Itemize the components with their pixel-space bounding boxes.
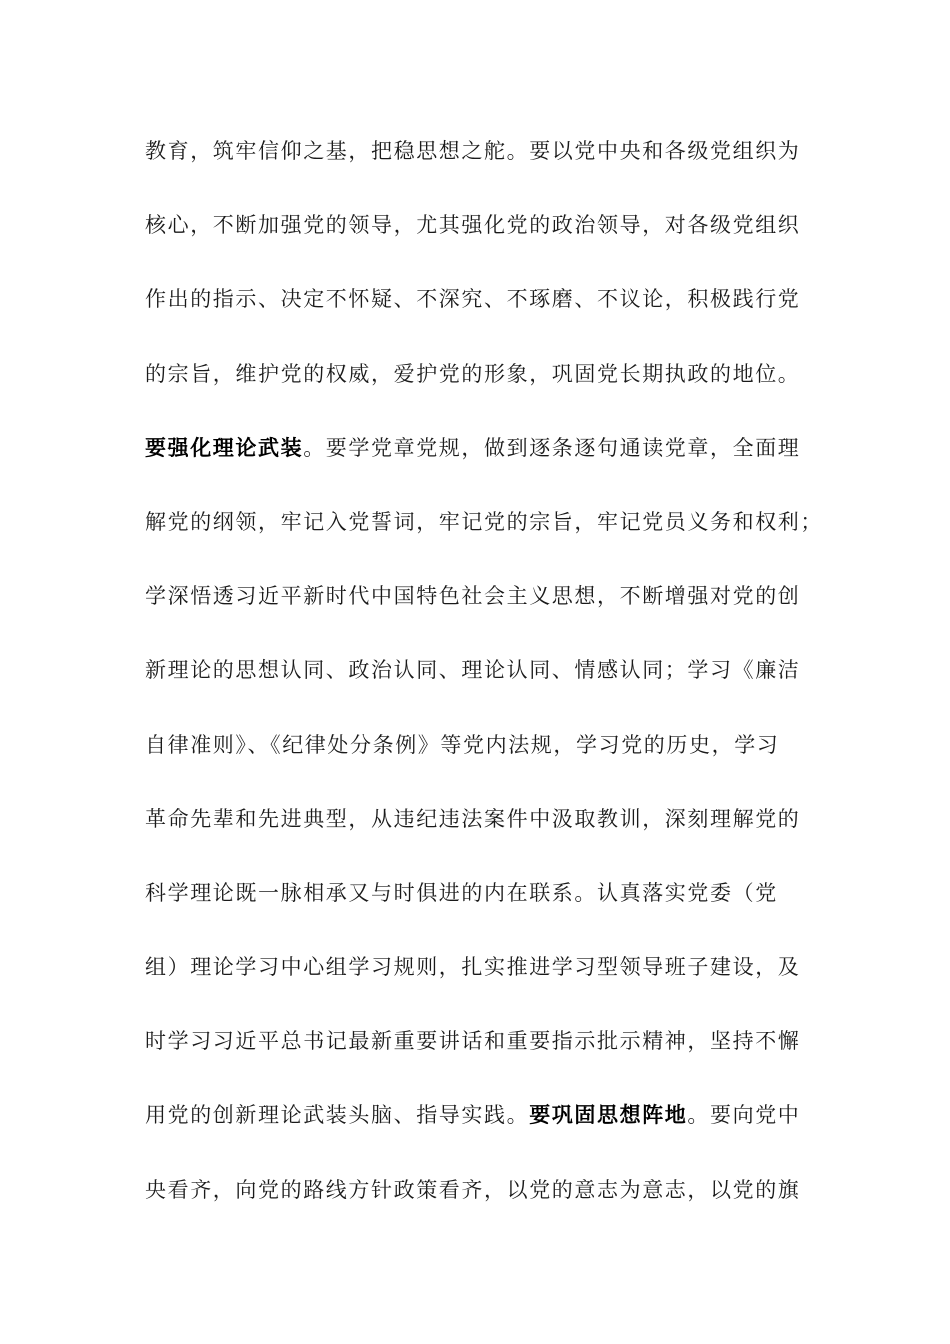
body-text-segment: 作出的指示、决定不怀疑、不深究、不琢磨、不议论，积极践行党 xyxy=(145,287,801,312)
text-line xyxy=(145,944,815,1018)
text-line xyxy=(145,128,815,202)
body-text xyxy=(145,128,823,1241)
body-text-segment: 用党的创新理论武装头脑、指导实践。 xyxy=(145,1103,530,1128)
text-line xyxy=(145,870,815,944)
body-text-segment: 自律准则》、《纪律处分条例》等党内法规，学习党的历史，学习 xyxy=(145,732,780,757)
bold-heading-text: 要巩固思想阵地 xyxy=(529,1102,688,1128)
body-text-segment: 组）理论学习中心组学习规则，扎实推进学习型领导班子建设，及 xyxy=(145,955,801,980)
text-line xyxy=(145,202,815,276)
text-line xyxy=(145,722,815,796)
bold-heading-text: 要强化理论武装 xyxy=(145,434,304,460)
text-line xyxy=(145,1167,815,1241)
text-line xyxy=(145,573,815,647)
body-text-segment: 的宗旨，维护党的权威，爱护党的形象，巩固党长期执政的地位。 xyxy=(145,361,801,386)
body-text-segment: 时学习习近平总书记最新重要讲话和重要指示批示精神，坚持不懈 xyxy=(145,1029,801,1054)
body-text-segment: 央看齐，向党的路线方针政策看齐，以党的意志为意志，以党的旗 xyxy=(145,1177,801,1202)
text-line xyxy=(145,425,815,499)
body-text-segment: 新理论的思想认同、政治认同、理论认同、情感认同；学习《廉洁 xyxy=(145,658,801,683)
text-line xyxy=(145,1092,815,1166)
body-text-segment: 解党的纲领，牢记入党誓词，牢记党的宗旨，牢记党员义务和权利； xyxy=(145,509,823,534)
body-text-segment: 核心，不断加强党的领导，尤其强化党的政治领导，对各级党组织 xyxy=(145,213,801,238)
text-line xyxy=(145,499,823,573)
text-line xyxy=(145,351,815,425)
body-text-segment: 。要向党中 xyxy=(687,1103,801,1128)
body-text-segment: 。要学党章党规，做到逐条逐句通读党章，全面理 xyxy=(303,435,801,460)
text-line xyxy=(145,796,815,870)
text-line xyxy=(145,647,815,721)
body-text-segment: 革命先辈和先进典型，从违纪违法案件中汲取教训，深刻理解党的 xyxy=(145,806,801,831)
text-line xyxy=(145,1018,815,1092)
body-text-segment: 教育，筑牢信仰之基，把稳思想之舵。要以党中央和各级党组织为 xyxy=(145,139,801,163)
text-line xyxy=(145,276,815,350)
body-text-segment: 科学理论既一脉相承又与时俱进的内在联系。认真落实党委（党 xyxy=(145,880,778,905)
body-text-segment: 学深悟透习近平新时代中国特色社会主义思想，不断增强对党的创 xyxy=(145,584,801,609)
